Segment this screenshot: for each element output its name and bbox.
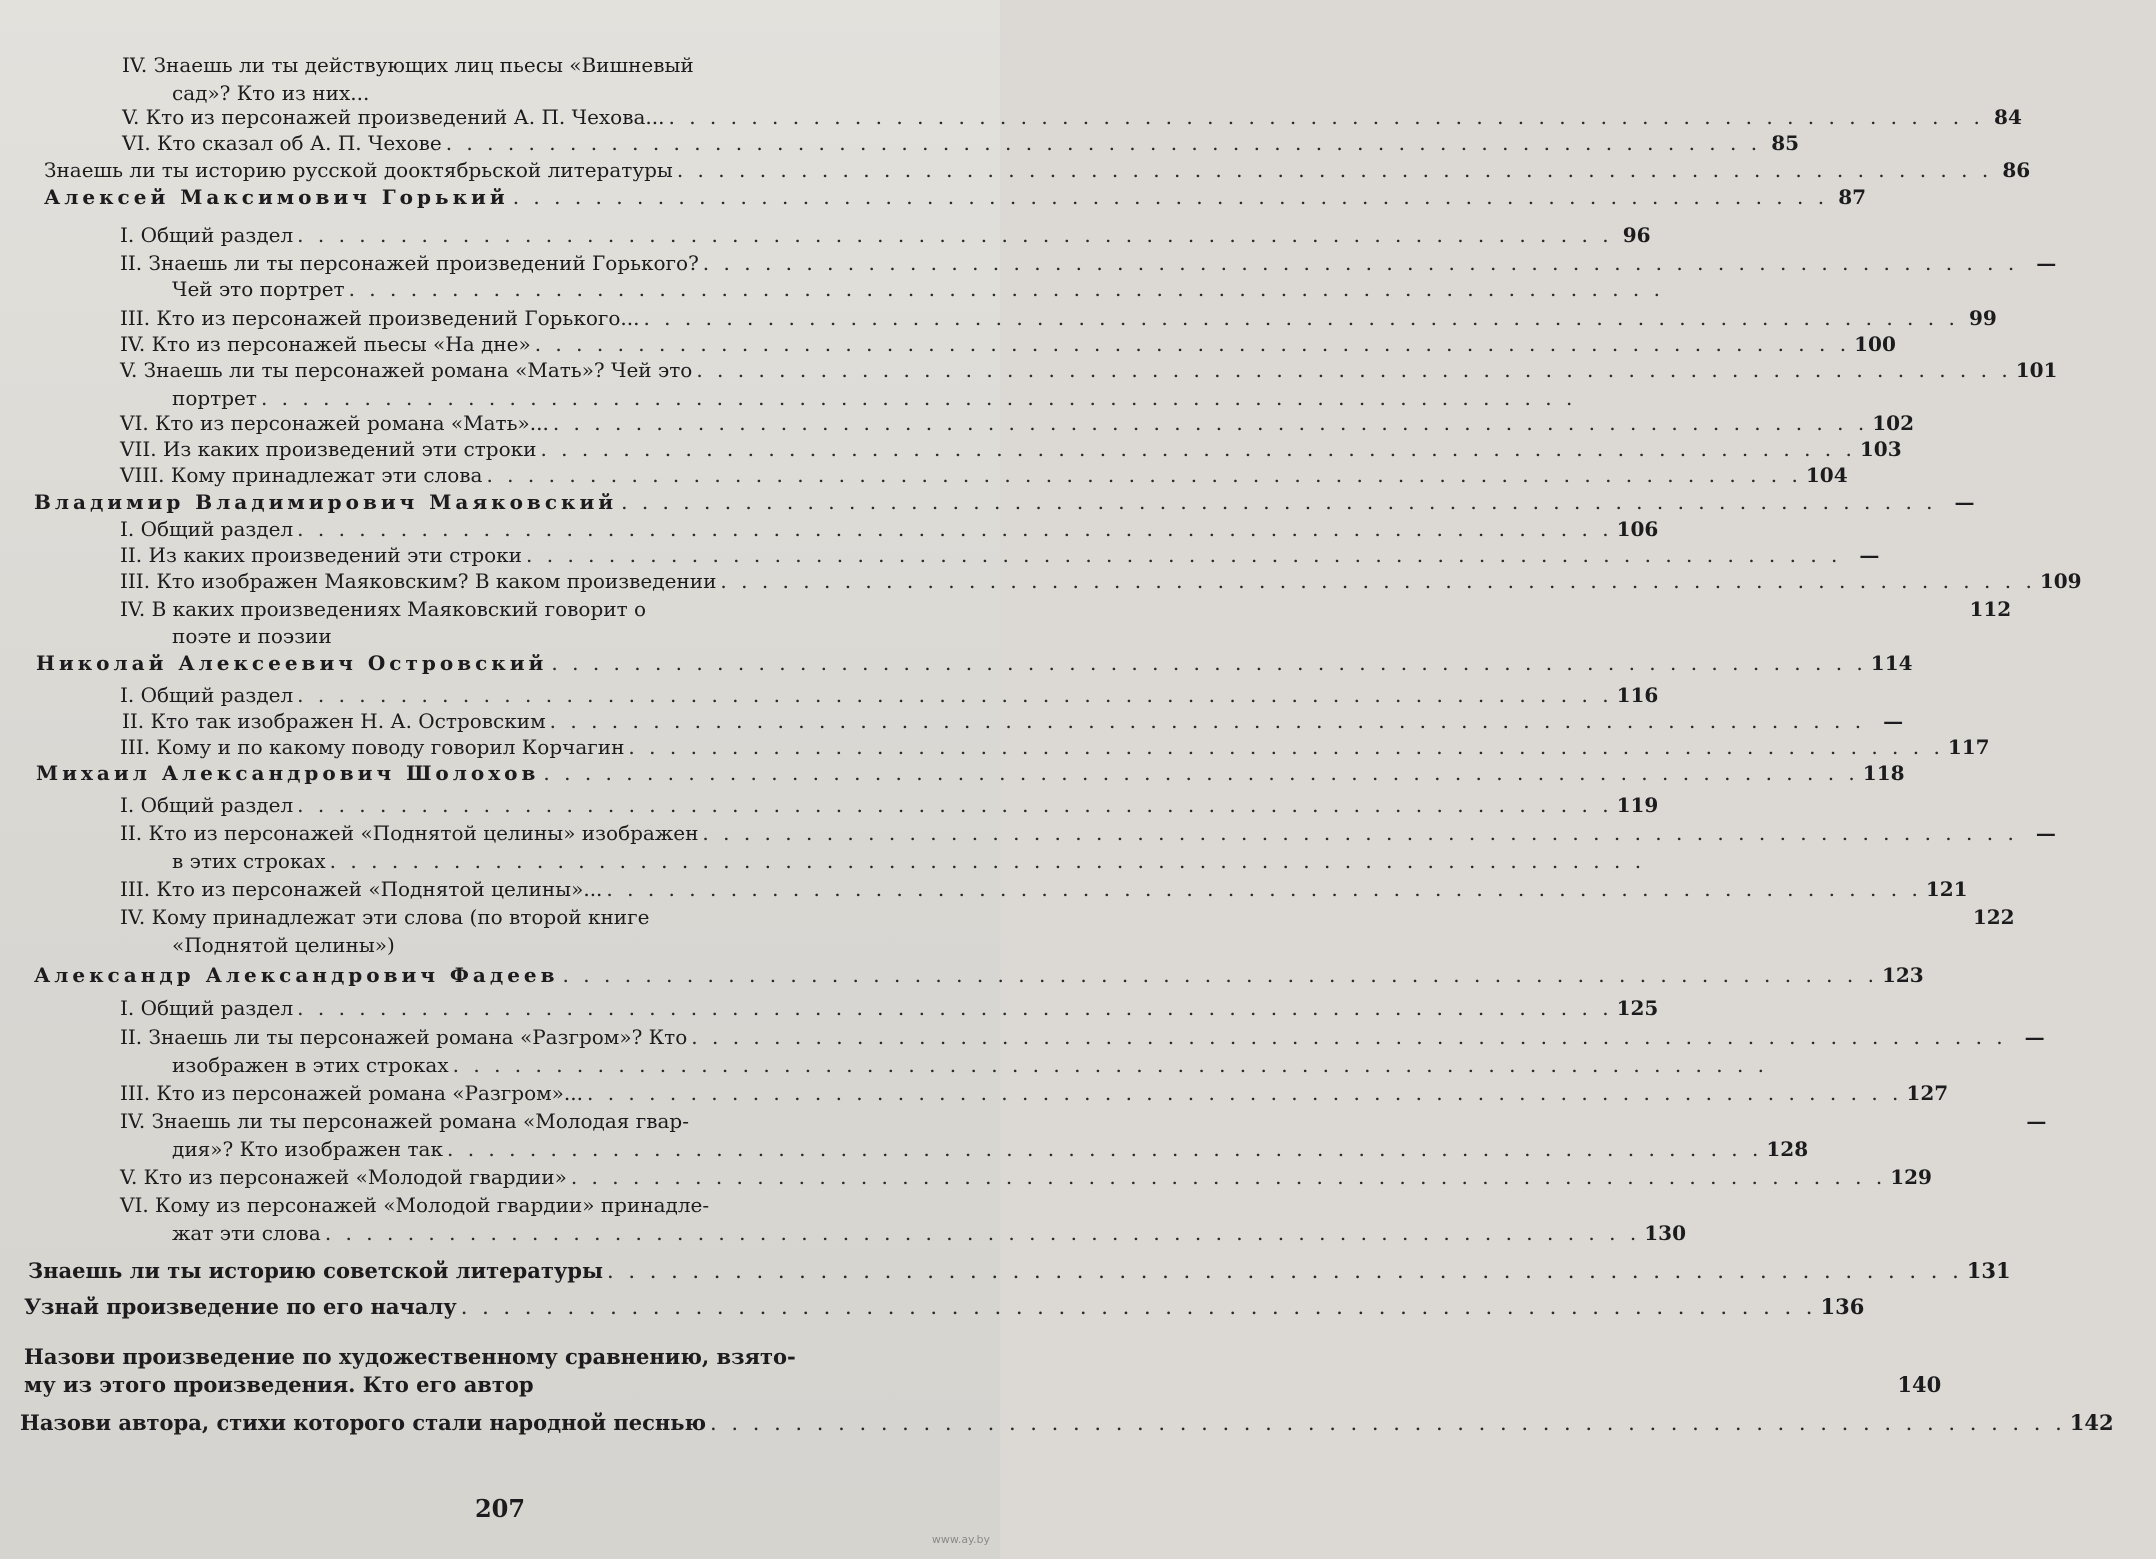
toc-entry	[172, 80, 912, 106]
toc-entry-title: Михаил Александрович Шолохов	[36, 761, 540, 785]
toc-entry	[122, 52, 912, 78]
toc-entry-title: III. Кто из персонажей «Поднятой целины»...	[120, 877, 603, 901]
toc-entry-title: III. Кто изображен Маяковским? В каком произведении	[120, 569, 717, 593]
toc-entry-title: V. Кто из персонажей «Молодой гвардии»	[120, 1165, 567, 1189]
dot-leader	[486, 462, 1801, 488]
toc-entry-title: сад»? Кто из них...	[172, 81, 370, 105]
toc-entry-page: 99	[1969, 306, 1997, 330]
toc-entry	[120, 305, 1997, 331]
dot-leader	[607, 1258, 1963, 1284]
toc-entry-title: VII. Из каких произведений эти строки	[120, 437, 537, 461]
dot-leader	[571, 1164, 1886, 1190]
toc-entry	[120, 1192, 912, 1218]
dot-leader	[349, 276, 1664, 302]
toc-entry-page: 117	[1947, 735, 1990, 759]
toc-entry-page: 114	[1870, 651, 1913, 675]
toc-entry	[120, 820, 2056, 846]
toc-entry-title: IV. Знаешь ли ты действующих лиц пьесы «Вишневый	[122, 53, 694, 77]
toc-entry	[122, 708, 1904, 734]
toc-entry-title: VI. Кому из персонажей «Молодой гвардии» принадле-	[120, 1193, 710, 1217]
toc-entry-title: II. Кто так изображен Н. А. Островским	[122, 709, 546, 733]
toc-entry	[36, 760, 1905, 786]
dot-leader	[606, 876, 1921, 902]
toc-entry-page: 131	[1966, 1258, 2011, 1283]
dot-leader	[710, 1410, 2066, 1436]
toc-entry	[120, 596, 2012, 622]
dot-leader	[551, 650, 1866, 676]
toc-entry-page: 123	[1881, 963, 1924, 987]
toc-entry-title: дия»? Кто изображен так	[172, 1137, 443, 1161]
toc-entry-page: 112	[1969, 597, 2012, 621]
toc-entry-page: —	[1883, 709, 1904, 733]
dot-leader	[540, 436, 1855, 462]
dot-leader	[325, 1220, 1640, 1246]
toc-entry-page: 121	[1925, 877, 1968, 901]
dot-leader	[261, 385, 1576, 411]
dot-leader	[297, 995, 1612, 1021]
toc-entry-page: 109	[2039, 569, 2082, 593]
toc-entry-title: I. Общий раздел	[120, 683, 294, 707]
toc-entry	[172, 848, 912, 874]
toc-entry	[120, 250, 2057, 276]
toc-entry-title: IV. В каких произведениях Маяковский говорит о	[120, 597, 647, 621]
toc-entry-title: «Поднятой целины»)	[172, 933, 395, 957]
toc-entry	[120, 1024, 2045, 1050]
toc-entry-page: 104	[1805, 463, 1848, 487]
toc-entry-page: 128	[1766, 1137, 1809, 1161]
toc-entry	[20, 1410, 2114, 1436]
toc-entry-page: —	[2035, 821, 2056, 845]
toc-entry	[120, 516, 1659, 542]
toc-entry-title: изображен в этих строках	[172, 1053, 449, 1077]
toc-entry	[172, 1052, 912, 1078]
dot-leader	[668, 104, 1983, 130]
toc-entry-page: 106	[1616, 517, 1659, 541]
dot-leader	[446, 130, 1761, 156]
toc-entry-page: 100	[1854, 332, 1896, 356]
toc-entry	[120, 995, 1659, 1021]
toc-entry	[34, 489, 1975, 515]
toc-entry-page: 119	[1616, 793, 1659, 817]
toc-entry-title: IV. Кому принадлежат эти слова (по второй книге	[120, 905, 650, 929]
toc-entry-page: 101	[2015, 358, 2058, 382]
toc-entry-page: —	[2036, 251, 2057, 275]
toc-entry	[44, 157, 2031, 183]
watermark: www.ay.by	[931, 1533, 990, 1546]
toc-entry-title: I. Общий раздел	[120, 793, 294, 817]
dot-leader	[703, 250, 2018, 276]
toc-entry-title: III. Кому и по какому поводу говорил Корчагин	[120, 735, 625, 759]
toc-entry	[120, 410, 1914, 436]
toc-entry	[172, 623, 912, 649]
toc-entry-page: 122	[1972, 905, 2015, 929]
toc-entry-page: 85	[1771, 131, 1800, 155]
dot-leader	[563, 962, 1878, 988]
toc-entry-title: Назови автора, стихи которого стали народной песнью	[20, 1410, 707, 1435]
toc-entry	[120, 357, 2058, 383]
toc-entry	[120, 542, 1880, 568]
toc-entry-title: V. Знаешь ли ты персонажей романа «Мать»? Чей это	[120, 358, 693, 382]
dot-leader	[720, 568, 2035, 594]
dot-leader	[535, 331, 1850, 357]
toc-entry-title: II. Из каких произведений эти строки	[120, 543, 523, 567]
toc-entry-title: II. Кто из персонажей «Поднятой целины» изображен	[120, 821, 699, 845]
dot-leader	[297, 682, 1612, 708]
toc-entry-title: I. Общий раздел	[120, 517, 294, 541]
dot-leader	[297, 792, 1612, 818]
toc-entry	[120, 1164, 1932, 1190]
toc-entry	[122, 104, 2022, 130]
toc-entry-title: жат эти слова	[172, 1221, 321, 1245]
toc-entry-title: му из этого произведения. Кто его автор	[24, 1372, 534, 1397]
toc-entry-title: Знаешь ли ты историю русской дооктябрьской литературы	[44, 158, 673, 182]
dot-leader	[330, 848, 1645, 874]
dot-leader	[461, 1294, 1817, 1320]
page-number: 207	[474, 1494, 526, 1523]
toc-entry-page: —	[1859, 543, 1880, 567]
toc-entry	[24, 1372, 1942, 1398]
dot-leader	[553, 410, 1868, 436]
toc-entry	[120, 1080, 1949, 1106]
toc-entry	[44, 184, 1867, 210]
toc-entry	[120, 876, 1968, 902]
toc-entry-title: V. Кто из персонажей произведений А. П. Чехова...	[122, 105, 665, 129]
toc-entry	[172, 932, 912, 958]
toc-entry-page: 102	[1872, 411, 1914, 435]
dot-leader	[513, 184, 1828, 210]
dot-leader	[297, 222, 1612, 248]
toc-entry-page: 140	[1897, 1372, 1942, 1397]
toc-entry-title: I. Общий раздел	[120, 996, 294, 1020]
toc-entry-page: 103	[1859, 437, 1902, 461]
toc-entry-page: 125	[1616, 996, 1659, 1020]
toc-entry	[24, 1294, 1865, 1320]
dot-leader	[677, 157, 1992, 183]
toc-entry	[120, 682, 1659, 708]
toc-entry-title: VI. Кто из персонажей романа «Мать»...	[120, 411, 549, 435]
toc-entry	[122, 130, 1800, 156]
toc-entry	[172, 1136, 1809, 1162]
toc-entry-page: 129	[1890, 1165, 1932, 1189]
toc-entry-title: IV. Знаешь ли ты персонажей романа «Молодая гвар-	[120, 1109, 689, 1133]
toc-entry-title: Узнай произведение по его началу	[24, 1294, 457, 1319]
dot-leader	[447, 1136, 1762, 1162]
toc-entry-title: II. Знаешь ли ты персонажей романа «Разгром»? Кто	[120, 1025, 688, 1049]
toc-entry-page: —	[2024, 1025, 2045, 1049]
toc-entry-page: 86	[2002, 158, 2031, 182]
dot-leader	[297, 516, 1612, 542]
toc-entry-page: —	[2026, 1109, 2047, 1133]
toc-entry	[36, 650, 1913, 676]
toc-entry-title: Назови произведение по художественному сравнению, взято-	[24, 1344, 796, 1369]
toc-entry-title: IV. Кто из персонажей пьесы «На дне»	[120, 332, 531, 356]
toc-entry-title: портрет	[172, 386, 257, 410]
toc-entry-page: 116	[1616, 683, 1659, 707]
toc-entry	[172, 276, 912, 302]
toc-entry	[120, 904, 2015, 930]
toc-entry	[120, 436, 1902, 462]
toc-entry-title: поэте и поэзии	[172, 624, 332, 648]
dot-leader	[543, 760, 1858, 786]
dot-leader	[628, 734, 1943, 760]
toc-entry	[24, 1344, 916, 1370]
toc-entry-page: 127	[1906, 1081, 1949, 1105]
toc-entry	[172, 385, 912, 411]
toc-entry-title: Знаешь ли ты историю советской литературы	[28, 1258, 604, 1283]
toc-entry	[120, 222, 1651, 248]
toc-entry-title: Владимир Владимирович Маяковский	[34, 490, 618, 514]
toc-entry-title: Николай Алексеевич Островский	[36, 651, 548, 675]
toc-entry-page: —	[1954, 490, 1975, 514]
toc-entry	[34, 962, 1924, 988]
toc-entry-page: 118	[1862, 761, 1905, 785]
dot-leader	[621, 489, 1936, 515]
toc-entry-page: 130	[1644, 1221, 1686, 1245]
toc-entry	[120, 568, 2082, 594]
toc-entry-title: III. Кто из персонажей романа «Разгром»...	[120, 1081, 583, 1105]
toc-entry	[120, 1108, 2047, 1134]
toc-entry	[120, 331, 1896, 357]
toc-entry	[120, 734, 1990, 760]
dot-leader	[453, 1052, 1768, 1078]
toc-entry	[28, 1258, 2011, 1284]
toc-entry-page: 96	[1622, 223, 1651, 247]
dot-leader	[526, 542, 1841, 568]
toc-entry-title: VIII. Кому принадлежат эти слова	[120, 463, 483, 487]
toc-entry-title: Чей это портрет	[172, 277, 345, 301]
dot-leader	[702, 820, 2017, 846]
toc-entry-page: 84	[1994, 105, 2022, 129]
toc-entry-title: Александр Александрович Фадеев	[34, 963, 559, 987]
toc-entry-page: 87	[1838, 185, 1867, 209]
dot-leader	[643, 305, 1958, 331]
dot-leader	[691, 1024, 2006, 1050]
dot-leader	[696, 357, 2011, 383]
toc-entry-title: I. Общий раздел	[120, 223, 294, 247]
toc-entry-title: в этих строках	[172, 849, 326, 873]
toc-entry-title: III. Кто из персонажей произведений Горького...	[120, 306, 640, 330]
toc-entry-title: Алексей Максимович Горький	[44, 185, 509, 209]
toc-entry-page: 142	[2069, 1410, 2114, 1435]
toc-entry-title: VI. Кто сказал об А. П. Чехове	[122, 131, 442, 155]
toc-entry	[120, 462, 1848, 488]
dot-leader	[550, 708, 1865, 734]
toc-entry	[172, 1220, 1686, 1246]
toc-entry	[120, 792, 1659, 818]
toc-entry-page: 136	[1820, 1294, 1865, 1319]
toc-entry-title: II. Знаешь ли ты персонажей произведений Горького?	[120, 251, 699, 275]
dot-leader	[587, 1080, 1902, 1106]
